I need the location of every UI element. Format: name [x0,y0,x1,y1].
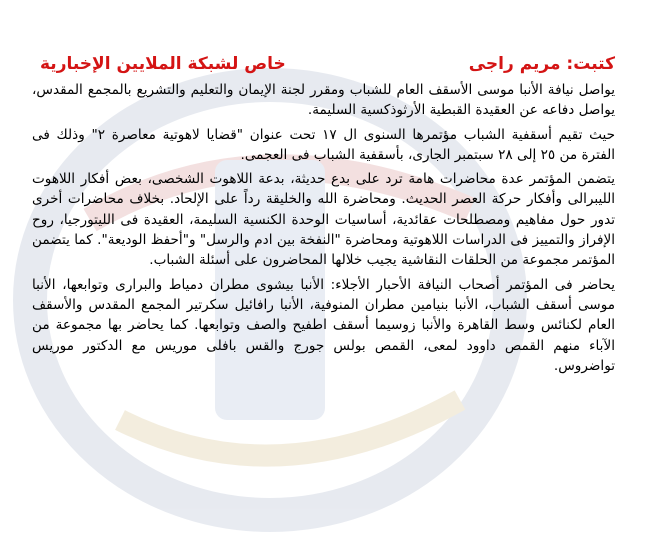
article-body [32,80,615,380]
article-paragraph: يحاضر فى المؤتمر أصحاب النيافة الأحبار الأجلاء: الأنبا بيشوى مطران دمياط والبرارى وتوابعها، الأنبا موسى أسقف الشباب، الأنبا بنيامين مطران المنوفية، الأنبا رافائيل سكرتير المجمع المقدس والأسقف العام لكنائس وسط القاهرة والأنبا زوسيما أسقف اطفيح والصف وتوابعها. كما يحاضر بها مجموعة من الآباء منهم القمص داوود لمعى، القمص بولس جورج والقس بافلى موريس مع الدكتور موريس تواضروس. [32,276,615,374]
source-label: خاص لشبكة الملايين الإخبارية [40,54,286,74]
article-paragraph: يتضمن المؤتمر عدة محاضرات هامة ترد على بدع حديثة، بدعة اللاهوت الشخصى، بعض أفكار اللاهوت الليبرالى وأفكار حركة العصر الحديث. ومحاضرة الله والخليقة رداً على الإلحاد. بخلاف محاضرات أخرى تدور حول مفاهيم ومصطلحات عقائدية، أساسيات الوحدة الكنسية السليمة، العقيدة فى الليتورجيا، روح الإفراز والتمييز فى الدراسات اللاهوتية ومحاضرة "النفخة بين ادم والرسل" و"أحفظ الوديعة". كما يتضمن المؤتمر مجموعة من الحلقات النقاشية يجيب خلالها المحاضرون على أسئلة الشباب. [32,171,615,269]
author-byline: كتبت: مريم راجى [468,54,615,74]
article-paragraph: حيث تقيم أسقفية الشباب مؤتمرها السنوى ال ١٧ تحت عنوان "قضايا لاهوتية معاصرة ٢" وذلك فى الفترة من ٢٥ إلى ٢٨ سبتمبر الجارى، بأسقفية الشباب فى العجمى. [32,126,615,163]
article-paragraph: يواصل نيافة الأنبا موسى الأسقف العام للشباب ومقرر لجنة الإيمان والتعليم والتشريع بالمجمع المقدس، يواصل دفاعه عن العقيدة القبطية الأرثوذكسية السليمة. [32,82,615,119]
